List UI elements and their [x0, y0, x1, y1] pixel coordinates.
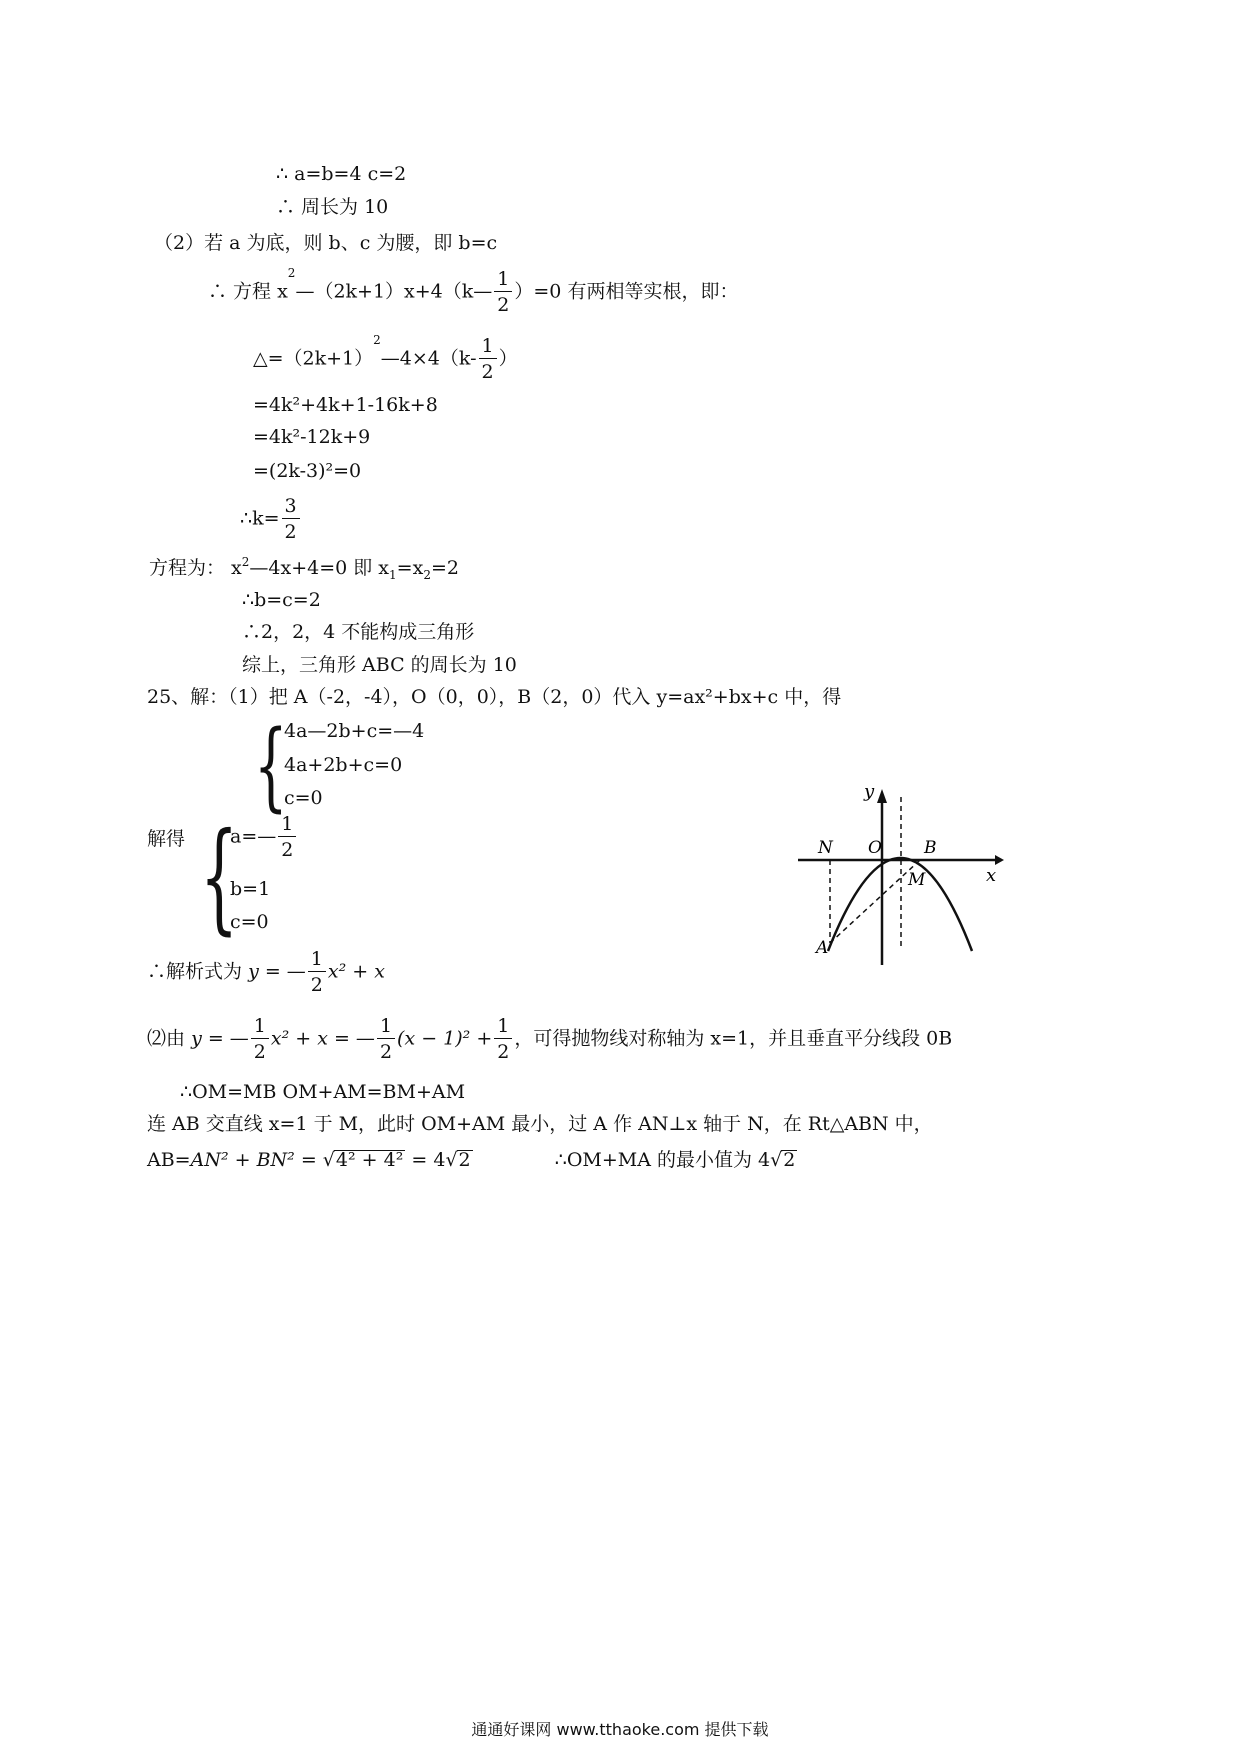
y-equals: y = —: [191, 1027, 249, 1050]
parabola-curve: [828, 858, 972, 951]
denominator: 2: [281, 839, 294, 861]
sup: 2: [373, 333, 381, 347]
fraction-half: [494, 1017, 512, 1062]
line-4-b: —（2k+1）x+4（k—: [295, 280, 493, 303]
line-9: [240, 497, 302, 542]
fraction-half: [308, 950, 326, 995]
denominator: 2: [497, 1041, 510, 1063]
solution-a: [230, 815, 298, 860]
a-equals: a=—: [230, 825, 277, 848]
numerator: 1: [308, 950, 326, 972]
numerator: 1: [377, 1017, 395, 1039]
line-4-c: ）=0 有两相等实根，即：: [514, 280, 739, 303]
line-18: [147, 950, 385, 995]
line-22: [147, 1150, 797, 1170]
line-10-c: =x: [396, 557, 424, 579]
line-2: ∴ 周长为 10: [276, 196, 389, 218]
label-y: y: [864, 781, 875, 802]
line-6: =4k²+4k+1-16k+8: [253, 394, 438, 416]
equation-1: 4a—2b+c=—4: [284, 720, 425, 742]
line-14: 25、解：（1）把 A（-2，-4），O（0，0），B（2，0）代入 y=ax²+bx+c 中，得: [147, 686, 842, 708]
line-5-c: ）: [498, 347, 518, 370]
y-equals: y = —: [248, 960, 306, 983]
sqrt-body: 2: [458, 1149, 471, 1171]
line-22-b: ∴OM+MA 的最小值为 4: [554, 1149, 771, 1171]
solve-label: 解得: [147, 828, 186, 850]
solution-c: c=0: [230, 911, 269, 933]
equation-3: c=0: [284, 787, 323, 809]
y-axis-arrow: [877, 789, 887, 803]
line-10-b: —4x+4=0 即 x: [249, 557, 390, 579]
vertex-form: (x − 1)² +: [397, 1027, 493, 1050]
ab-equals: AB=: [147, 1149, 191, 1171]
sup: 2: [287, 266, 296, 280]
numerator: 1: [479, 337, 497, 359]
line-19: [147, 1017, 952, 1062]
denominator: 2: [284, 521, 297, 543]
formula-label: ∴解析式为: [147, 960, 243, 983]
line-20: ∴OM=MB OM+AM=BM+AM: [180, 1081, 466, 1103]
label-m: M: [908, 870, 926, 890]
line-10-a: 方程为： x: [149, 557, 242, 579]
denominator: 2: [253, 1041, 266, 1063]
line-10: [149, 555, 459, 582]
fraction-half: [251, 1017, 269, 1062]
numerator: 3: [282, 497, 300, 519]
middle-expression: x² + x = —: [270, 1027, 375, 1050]
denominator: 2: [481, 361, 494, 383]
line-13: 综上，三角形 ABC 的周长为 10: [242, 654, 517, 676]
fraction-half: [494, 270, 512, 315]
equals-four: = 4: [411, 1149, 446, 1171]
line-12: ∴2，2，4 不能构成三角形: [242, 621, 475, 643]
footer-watermark: 通通好课网 www.tthaoke.com 提供下载: [471, 1720, 769, 1739]
fraction-half: [377, 1017, 395, 1062]
line-8: =(2k-3)²=0: [253, 460, 362, 482]
solution-b: b=1: [230, 878, 271, 900]
sub: 2: [423, 567, 431, 582]
ab-segment: [830, 860, 920, 943]
line-11: ∴b=c=2: [242, 589, 321, 611]
line-19-b: ，可得抛物线对称轴为 x=1，并且垂直平分线段 0B: [514, 1027, 953, 1050]
label-o: O: [868, 838, 882, 858]
label-b: B: [924, 838, 937, 858]
line-4-a: ∴ 方程 x: [208, 280, 288, 303]
numerator: 1: [494, 270, 512, 292]
numerator: 1: [494, 1017, 512, 1039]
label-x: x: [986, 865, 997, 886]
equation-2: 4a+2b+c=0: [284, 754, 403, 776]
line-5-b: —4×4（k-: [380, 347, 477, 370]
line-7: =4k²-12k+9: [253, 426, 371, 448]
parabola-figure: [790, 775, 1010, 975]
line-5-a: △=（2k+1）: [253, 347, 374, 370]
denominator: 2: [497, 294, 510, 316]
left-brace: {: [254, 710, 288, 822]
label-n: N: [818, 838, 833, 858]
line-4: [208, 266, 739, 316]
sup: 2: [241, 555, 250, 569]
line-3: （2）若 a 为底，则 b、c 为腰，即 b=c: [154, 232, 498, 254]
line-21: 连 AB 交直线 x=1 于 M，此时 OM+AM 最小，过 A 作 AN⊥x 轴于 N，在 Rt△ABN 中，: [147, 1113, 933, 1135]
x-terms: x² + x: [327, 960, 385, 983]
sqrt-symbol: √: [770, 1149, 783, 1171]
denominator: 2: [379, 1041, 393, 1063]
x-axis-arrow: [995, 855, 1004, 865]
line-10-d: =2: [430, 557, 459, 579]
fraction-half: [479, 337, 497, 382]
line-1: ∴ a=b=4 c=2: [276, 163, 407, 185]
sqrt-symbol: √: [445, 1149, 458, 1171]
fraction-half: [278, 815, 296, 860]
sqrt-body: 2: [783, 1149, 796, 1171]
sqrt-body: 4² + 4²: [335, 1149, 404, 1171]
fraction-three-halves: [282, 497, 300, 542]
numerator: 1: [278, 815, 296, 837]
numerator: 1: [251, 1017, 269, 1039]
sub: 1: [389, 567, 397, 582]
k-equals: ∴k=: [240, 507, 280, 530]
by-label: ⑵由: [147, 1027, 186, 1050]
denominator: 2: [310, 974, 323, 996]
line-5: [253, 333, 518, 383]
left-brace: {: [200, 808, 239, 947]
sqrt-symbol: √: [322, 1149, 335, 1171]
label-a: A: [816, 938, 829, 958]
an-bn-sum: AN² + BN² =: [190, 1149, 317, 1171]
